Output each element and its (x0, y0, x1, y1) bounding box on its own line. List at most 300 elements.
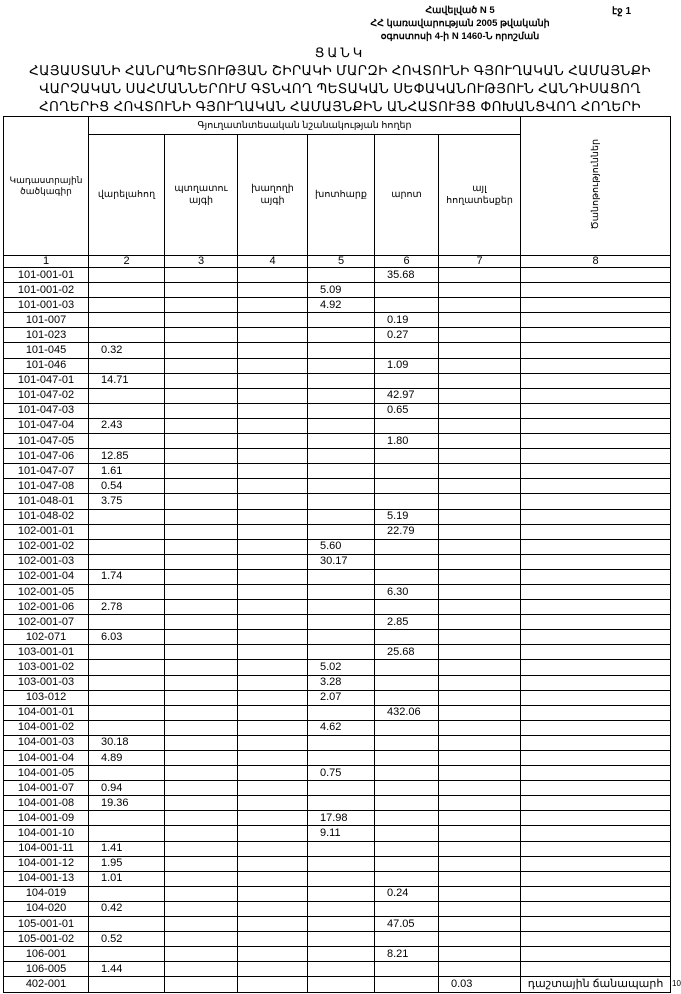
notes-cell (521, 962, 671, 977)
table-row (4, 569, 671, 584)
table-row (4, 615, 671, 630)
other-land-cell (439, 569, 521, 584)
pasture-cell: 25.68 (375, 645, 439, 660)
cadastral-code-cell: 101-001-02 (4, 283, 89, 298)
hayfield-cell (308, 917, 375, 932)
arable-cell: 30.18 (89, 735, 165, 750)
orchard-cell (165, 283, 238, 298)
notes-cell (521, 298, 671, 313)
vineyard-cell (238, 735, 308, 750)
vineyard-cell (238, 917, 308, 932)
vineyard-cell (238, 901, 308, 916)
cadastral-code-cell: 101-045 (4, 343, 89, 358)
table-row (4, 268, 671, 283)
other-land-cell (439, 796, 521, 811)
table-row (4, 313, 671, 328)
arable-cell (89, 705, 165, 720)
cadastral-code-cell: 105-001-01 (4, 917, 89, 932)
other-land-cell (439, 343, 521, 358)
table-row (4, 283, 671, 298)
cadastral-code-cell: 102-001-03 (4, 554, 89, 569)
notes-cell (521, 690, 671, 705)
cadastral-code-cell: 101-007 (4, 313, 89, 328)
vineyard-cell (238, 343, 308, 358)
cadastral-code-cell: 102-001-07 (4, 615, 89, 630)
arable-cell: 6.03 (89, 630, 165, 645)
orchard-cell (165, 403, 238, 418)
notes-cell (521, 600, 671, 615)
vineyard-cell (238, 947, 308, 962)
notes-cell (521, 418, 671, 433)
hayfield-cell (308, 932, 375, 947)
orchard-cell (165, 660, 238, 675)
cadastral-code-cell: 104-001-03 (4, 735, 89, 750)
cadastral-code-cell: 104-001-07 (4, 781, 89, 796)
vineyard-cell (238, 479, 308, 494)
orchard-cell (165, 358, 238, 373)
other-land-cell (439, 901, 521, 916)
vineyard-cell (238, 524, 308, 539)
margin-mark: 10 (672, 979, 681, 988)
other-land-cell (439, 841, 521, 856)
cadastral-code-cell: 104-001-02 (4, 720, 89, 735)
table-row (4, 645, 671, 660)
other-land-cell (439, 358, 521, 373)
hayfield-cell (308, 962, 375, 977)
hayfield-cell (308, 464, 375, 479)
notes-cell (521, 841, 671, 856)
orchard-cell (165, 554, 238, 569)
arable-cell: 1.41 (89, 841, 165, 856)
cadastral-code-cell: 103-001-01 (4, 645, 89, 660)
vineyard-cell (238, 328, 308, 343)
orchard-cell (165, 328, 238, 343)
notes-cell (521, 449, 671, 464)
vineyard-cell (238, 826, 308, 841)
table-row (4, 554, 671, 569)
hayfield-cell (308, 418, 375, 433)
notes-cell (521, 720, 671, 735)
vineyard-cell (238, 796, 308, 811)
vineyard-cell (238, 449, 308, 464)
table-row (4, 418, 671, 433)
notes-cell (521, 811, 671, 826)
notes-cell (521, 615, 671, 630)
pasture-cell (375, 841, 439, 856)
hayfield-cell (308, 403, 375, 418)
hayfield-cell (308, 615, 375, 630)
hayfield-cell (308, 388, 375, 403)
vineyard-cell (238, 268, 308, 283)
pasture-cell (375, 826, 439, 841)
other-land-cell (439, 645, 521, 660)
orchard-cell (165, 373, 238, 388)
vineyard-cell (238, 781, 308, 796)
hayfield-cell (308, 751, 375, 766)
orchard-cell (165, 826, 238, 841)
arable-cell: 3.75 (89, 494, 165, 509)
other-land-cell (439, 735, 521, 750)
other-land-cell (439, 856, 521, 871)
notes-cell (521, 886, 671, 901)
pasture-cell (375, 283, 439, 298)
notes-cell (521, 358, 671, 373)
pasture-cell (375, 781, 439, 796)
cadastral-code-cell: 101-047-01 (4, 373, 89, 388)
orchard-cell (165, 298, 238, 313)
arable-cell (89, 977, 165, 992)
arable-cell (89, 554, 165, 569)
pasture-cell: 35.68 (375, 268, 439, 283)
pasture-cell: 42.97 (375, 388, 439, 403)
cadastral-code-cell: 101-047-02 (4, 388, 89, 403)
table-row (4, 917, 671, 932)
table-row (4, 766, 671, 781)
orchard-cell (165, 932, 238, 947)
table-row (4, 841, 671, 856)
arable-cell (89, 283, 165, 298)
table-row (4, 781, 671, 796)
other-land-cell (439, 600, 521, 615)
title-list-word: ՑԱՆԿ (314, 45, 366, 60)
col-number: 8 (521, 256, 671, 268)
orchard-cell (165, 705, 238, 720)
orchard-cell (165, 751, 238, 766)
hayfield-cell (308, 901, 375, 916)
vineyard-cell (238, 283, 308, 298)
orchard-cell (165, 509, 238, 524)
hayfield-cell (308, 584, 375, 599)
arable-cell (89, 358, 165, 373)
notes-cell: դաշտային ճանապարհ (521, 977, 671, 992)
vineyard-cell (238, 977, 308, 992)
other-land-cell (439, 766, 521, 781)
hayfield-cell: 30.17 (308, 554, 375, 569)
orchard-cell (165, 675, 238, 690)
cadastral-code-cell: 101-047-07 (4, 464, 89, 479)
cadastral-code-cell: 106-005 (4, 962, 89, 977)
other-land-cell (439, 554, 521, 569)
col-number: 5 (308, 256, 375, 268)
cadastral-code-cell: 104-001-08 (4, 796, 89, 811)
pasture-cell (375, 932, 439, 947)
other-land-cell (439, 871, 521, 886)
notes-cell (521, 917, 671, 932)
table-row (4, 720, 671, 735)
pasture-cell: 0.24 (375, 886, 439, 901)
orchard-cell (165, 615, 238, 630)
notes-cell (521, 645, 671, 660)
arable-cell (89, 766, 165, 781)
notes-cell (521, 630, 671, 645)
orchard-cell (165, 569, 238, 584)
cadastral-code-cell: 102-001-01 (4, 524, 89, 539)
cadastral-code-cell: 101-047-06 (4, 449, 89, 464)
arable-cell (89, 886, 165, 901)
pasture-cell (375, 690, 439, 705)
title-line-2: ՎԱՐՉԱԿԱՆ ՍԱՀՄԱՆՆԵՐՈՒՄ ԳՏՆՎՈՂ ՊԵՏԱԿԱՆ ՍԵՓԱԿԱՆՈՒԹՅՈՒՆ ՀԱՆԴԻՍԱՑՈՂ (39, 81, 641, 96)
vineyard-cell (238, 660, 308, 675)
cadastral-code-cell: 101-047-08 (4, 479, 89, 494)
pasture-cell: 1.80 (375, 434, 439, 449)
orchard-cell (165, 539, 238, 554)
vineyard-cell (238, 856, 308, 871)
orchard-cell (165, 645, 238, 660)
cadastral-code-cell: 104-001-10 (4, 826, 89, 841)
other-land-cell (439, 328, 521, 343)
document-title (0, 44, 680, 116)
land-register-table (3, 116, 671, 993)
orchard-cell (165, 524, 238, 539)
vineyard-cell (238, 358, 308, 373)
orchard-cell (165, 600, 238, 615)
pasture-cell (375, 539, 439, 554)
orchard-cell (165, 388, 238, 403)
table-row (4, 735, 671, 750)
header-hayfield: խոտհարք (308, 135, 375, 256)
table-row (4, 600, 671, 615)
other-land-cell (439, 751, 521, 766)
table-row (4, 524, 671, 539)
hayfield-cell: 0.75 (308, 766, 375, 781)
arable-cell (89, 313, 165, 328)
table-row (4, 856, 671, 871)
vineyard-cell (238, 705, 308, 720)
orchard-cell (165, 268, 238, 283)
other-land-cell (439, 539, 521, 554)
table-row (4, 343, 671, 358)
pasture-cell: 432.06 (375, 705, 439, 720)
other-land-cell (439, 509, 521, 524)
vineyard-cell (238, 434, 308, 449)
cadastral-code-cell: 102-001-06 (4, 600, 89, 615)
notes-cell (521, 539, 671, 554)
orchard-cell (165, 796, 238, 811)
pasture-cell (375, 856, 439, 871)
table-row (4, 977, 671, 992)
pasture-cell: 2.85 (375, 615, 439, 630)
vineyard-cell (238, 539, 308, 554)
pasture-cell (375, 630, 439, 645)
vineyard-cell (238, 690, 308, 705)
cadastral-code-cell: 101-046 (4, 358, 89, 373)
pasture-cell (375, 796, 439, 811)
title-line-3: ՀՈՂԵՐԻՑ ՀՈՎՏՈՒՆԻ ԳՅՈՒՂԱԿԱՆ ՀԱՄԱՅՆՔԻՆ ԱՆՀԱՏՈՒՅՑ ՓՈԽԱՆՑՎՈՂ ՀՈՂԵՐԻ (39, 99, 641, 114)
arable-cell (89, 524, 165, 539)
notes-cell (521, 509, 671, 524)
pasture-cell: 0.65 (375, 403, 439, 418)
cadastral-code-cell: 104-001-11 (4, 841, 89, 856)
arable-cell: 19.36 (89, 796, 165, 811)
table-row (4, 373, 671, 388)
other-land-cell (439, 403, 521, 418)
arable-cell (89, 660, 165, 675)
pasture-cell (375, 720, 439, 735)
arable-cell (89, 645, 165, 660)
cadastral-code-cell: 103-001-03 (4, 675, 89, 690)
arable-cell: 12.85 (89, 449, 165, 464)
table-row (4, 962, 671, 977)
cadastral-code-cell: 102-001-05 (4, 584, 89, 599)
header-other-land: այլ հողատեսքեր (439, 135, 521, 256)
vineyard-cell (238, 811, 308, 826)
pasture-cell: 0.27 (375, 328, 439, 343)
header-pasture: արոտ (375, 135, 439, 256)
notes-cell (521, 675, 671, 690)
pasture-cell: 6.30 (375, 584, 439, 599)
pasture-cell: 0.19 (375, 313, 439, 328)
arable-cell (89, 675, 165, 690)
orchard-cell (165, 811, 238, 826)
hayfield-cell (308, 977, 375, 992)
cadastral-code-cell: 104-001-12 (4, 856, 89, 871)
other-land-cell (439, 675, 521, 690)
other-land-cell (439, 660, 521, 675)
table-row (4, 403, 671, 418)
pasture-cell (375, 554, 439, 569)
table-row (4, 449, 671, 464)
col-number: 6 (375, 256, 439, 268)
hayfield-cell: 5.02 (308, 660, 375, 675)
orchard-cell (165, 434, 238, 449)
header-cadastral-code: Կադաստրային ծածկագիր (4, 117, 89, 256)
hayfield-cell (308, 343, 375, 358)
pasture-cell: 22.79 (375, 524, 439, 539)
other-land-cell (439, 811, 521, 826)
other-land-cell (439, 494, 521, 509)
decree-line-1: ՀՀ կառավարության 2005 թվականի (370, 18, 550, 29)
hayfield-cell: 4.62 (308, 720, 375, 735)
other-land-cell (439, 705, 521, 720)
vineyard-cell (238, 600, 308, 615)
other-land-cell (439, 313, 521, 328)
arable-cell (89, 826, 165, 841)
other-land-cell (439, 781, 521, 796)
header-arable: վարելահող (89, 135, 165, 256)
pasture-cell (375, 569, 439, 584)
hayfield-cell (308, 449, 375, 464)
arable-cell (89, 720, 165, 735)
orchard-cell (165, 962, 238, 977)
notes-cell (521, 569, 671, 584)
annex-header (330, 4, 590, 43)
arable-cell: 1.01 (89, 871, 165, 886)
col-number: 7 (439, 256, 521, 268)
decree-line-2: օգոստոսի 4-ի N 1460-Ն որոշման (380, 31, 540, 42)
pasture-cell (375, 418, 439, 433)
pasture-cell (375, 373, 439, 388)
notes-cell (521, 856, 671, 871)
hayfield-cell (308, 705, 375, 720)
hayfield-cell (308, 434, 375, 449)
table-row (4, 660, 671, 675)
hayfield-cell: 5.09 (308, 283, 375, 298)
notes-cell (521, 494, 671, 509)
orchard-cell (165, 917, 238, 932)
arable-cell (89, 434, 165, 449)
arable-cell (89, 328, 165, 343)
cadastral-code-cell: 101-001-03 (4, 298, 89, 313)
cadastral-code-cell: 104-001-04 (4, 751, 89, 766)
pasture-cell (375, 449, 439, 464)
col-number: 3 (165, 256, 238, 268)
vineyard-cell (238, 720, 308, 735)
pasture-cell (375, 766, 439, 781)
notes-cell (521, 781, 671, 796)
other-land-cell (439, 418, 521, 433)
other-land-cell (439, 464, 521, 479)
annex-number: Հավելված N 5 (425, 5, 495, 16)
hayfield-cell (308, 796, 375, 811)
orchard-cell (165, 886, 238, 901)
cadastral-code-cell: 102-071 (4, 630, 89, 645)
cadastral-code-cell: 103-012 (4, 690, 89, 705)
arable-cell (89, 268, 165, 283)
other-land-cell (439, 826, 521, 841)
other-land-cell (439, 268, 521, 283)
arable-cell (89, 690, 165, 705)
table-row (4, 751, 671, 766)
other-land-cell: 0.03 (439, 977, 521, 992)
arable-cell: 2.78 (89, 600, 165, 615)
hayfield-cell (308, 509, 375, 524)
arable-cell (89, 917, 165, 932)
notes-cell (521, 388, 671, 403)
cadastral-code-cell: 104-019 (4, 886, 89, 901)
vineyard-cell (238, 418, 308, 433)
hayfield-cell: 9.11 (308, 826, 375, 841)
hayfield-cell (308, 630, 375, 645)
cadastral-code-cell: 101-048-02 (4, 509, 89, 524)
vineyard-cell (238, 584, 308, 599)
cadastral-code-cell: 101-023 (4, 328, 89, 343)
orchard-cell (165, 313, 238, 328)
table-row (4, 901, 671, 916)
other-land-cell (439, 479, 521, 494)
pasture-cell (375, 977, 439, 992)
header-notes (521, 117, 671, 256)
table-row (4, 826, 671, 841)
vineyard-cell (238, 645, 308, 660)
vineyard-cell (238, 871, 308, 886)
hayfield-cell (308, 328, 375, 343)
hayfield-cell: 17.98 (308, 811, 375, 826)
notes-cell (521, 373, 671, 388)
page-number: էջ 1 (612, 6, 632, 17)
hayfield-cell (308, 494, 375, 509)
vineyard-cell (238, 313, 308, 328)
arable-cell: 0.94 (89, 781, 165, 796)
table-row (4, 464, 671, 479)
vineyard-cell (238, 569, 308, 584)
arable-cell (89, 403, 165, 418)
other-land-cell (439, 298, 521, 313)
vineyard-cell (238, 751, 308, 766)
notes-cell (521, 313, 671, 328)
pasture-cell (375, 735, 439, 750)
cadastral-code-cell: 101-047-04 (4, 418, 89, 433)
col-number: 2 (89, 256, 165, 268)
pasture-cell (375, 600, 439, 615)
other-land-cell (439, 388, 521, 403)
table-row (4, 705, 671, 720)
orchard-cell (165, 630, 238, 645)
pasture-cell (375, 660, 439, 675)
hayfield-cell (308, 856, 375, 871)
orchard-cell (165, 766, 238, 781)
notes-cell (521, 796, 671, 811)
table-row (4, 690, 671, 705)
